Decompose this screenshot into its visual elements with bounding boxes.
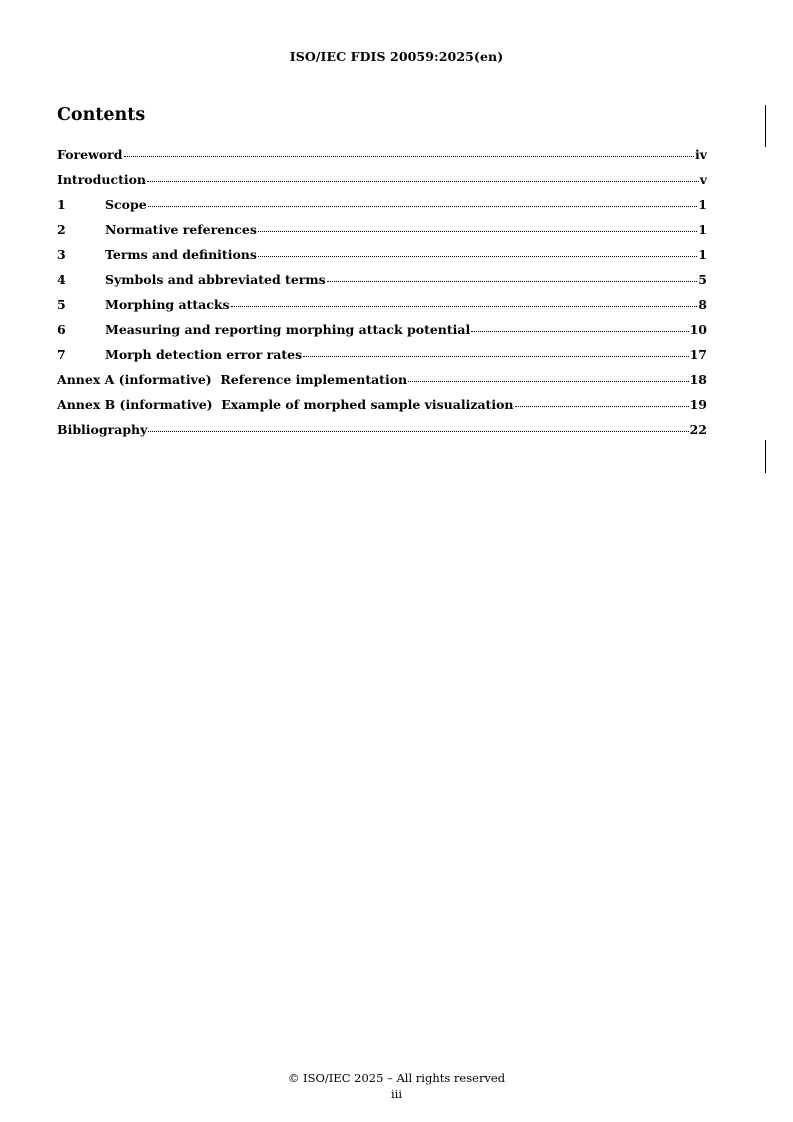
toc-entry-page: 22 xyxy=(689,422,707,437)
toc-entry-title: Foreword xyxy=(57,147,123,162)
toc-entry-number: 1 xyxy=(57,197,66,212)
toc-entry-page: iv xyxy=(694,147,707,162)
toc-entry-annex-b[interactable] xyxy=(57,395,707,420)
toc-entry-number: 7 xyxy=(57,347,66,362)
contents-title: Contents xyxy=(57,105,146,125)
toc-entry-title: Bibliography xyxy=(57,422,148,437)
toc-entry-title: Annex B (informative) Example of morphed sample visualization xyxy=(57,397,514,412)
dot-leader xyxy=(231,305,698,307)
table-of-contents xyxy=(57,145,707,445)
toc-entry-title: Symbols and abbreviated terms xyxy=(105,272,326,287)
dot-leader xyxy=(258,255,697,257)
toc-entry-page: v xyxy=(699,172,707,187)
toc-entry-title: Measuring and reporting morphing attack potential xyxy=(105,322,471,337)
toc-entry-normative-references[interactable] xyxy=(57,220,707,245)
toc-entry-terms-and-definitions[interactable] xyxy=(57,245,707,270)
dot-leader xyxy=(515,405,689,407)
toc-entry-title: Scope xyxy=(105,197,147,212)
toc-entry-page: 1 xyxy=(698,247,707,262)
toc-entry-title: Morphing attacks xyxy=(105,297,230,312)
toc-entry-page: 18 xyxy=(689,372,707,387)
toc-entry-title: Annex A (informative) Reference implementation xyxy=(57,372,408,387)
dot-leader xyxy=(258,230,697,232)
change-bar-bottom xyxy=(765,440,766,473)
toc-entry-number: 3 xyxy=(57,247,66,262)
dot-leader xyxy=(124,155,694,157)
toc-entry-introduction[interactable] xyxy=(57,170,707,195)
toc-entry-title: Terms and definitions xyxy=(105,247,257,262)
toc-entry-page: 10 xyxy=(689,322,707,337)
toc-entry-symbols-and-abbreviated-terms[interactable] xyxy=(57,270,707,295)
toc-entry-number: 4 xyxy=(57,272,66,287)
page-number: iii xyxy=(390,1087,403,1101)
change-bar-top xyxy=(765,105,766,147)
document-header: ISO/IEC FDIS 20059:2025(en) xyxy=(289,49,504,64)
dot-leader xyxy=(148,430,688,432)
toc-entry-title: Introduction xyxy=(57,172,147,187)
toc-entry-page: 19 xyxy=(689,397,707,412)
dot-leader xyxy=(148,205,698,207)
copyright-notice: © ISO/IEC 2025 – All rights reserved xyxy=(287,1071,506,1085)
dot-leader xyxy=(303,355,688,357)
dot-leader xyxy=(408,380,688,382)
toc-entry-page: 17 xyxy=(689,347,707,362)
toc-entry-title: Normative references xyxy=(105,222,257,237)
toc-entry-title: Morph detection error rates xyxy=(105,347,303,362)
toc-entry-number: 6 xyxy=(57,322,66,337)
toc-entry-page: 5 xyxy=(698,272,707,287)
toc-entry-scope[interactable] xyxy=(57,195,707,220)
toc-entry-annex-a[interactable] xyxy=(57,370,707,395)
toc-entry-page: 1 xyxy=(698,222,707,237)
toc-entry-morphing-attacks[interactable] xyxy=(57,295,707,320)
dot-leader xyxy=(147,180,699,182)
toc-entry-measuring-and-reporting[interactable] xyxy=(57,320,707,345)
dot-leader xyxy=(471,330,688,332)
toc-entry-foreword[interactable] xyxy=(57,145,707,170)
toc-entry-morph-detection-error-rates[interactable] xyxy=(57,345,707,370)
toc-entry-number: 2 xyxy=(57,222,66,237)
dot-leader xyxy=(327,280,698,282)
toc-entry-page: 8 xyxy=(698,297,707,312)
toc-entry-bibliography[interactable] xyxy=(57,420,707,445)
toc-entry-page: 1 xyxy=(698,197,707,212)
toc-entry-number: 5 xyxy=(57,297,66,312)
